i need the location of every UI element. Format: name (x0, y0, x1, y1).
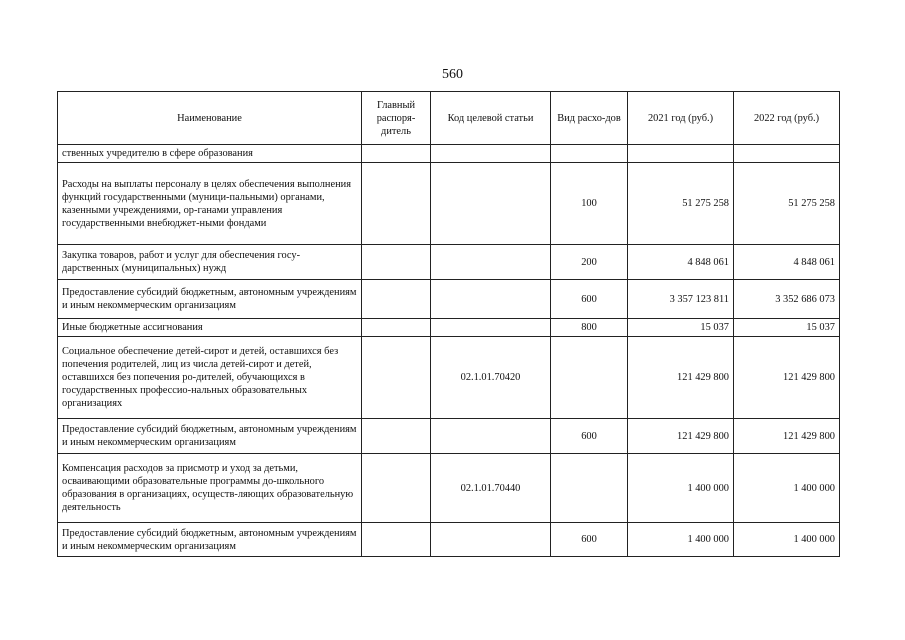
row-name: Иные бюджетные ассигнования (58, 319, 362, 337)
row-main-administrator (362, 454, 431, 523)
page-number: 560 (442, 67, 463, 82)
row-amount-2022: 1 400 000 (734, 454, 840, 523)
table-row (58, 523, 840, 557)
table-row (58, 419, 840, 454)
row-amount-2022: 51 275 258 (734, 163, 840, 245)
row-name: Расходы на выплаты персоналу в целях обеспечения выполнения функций государственными (муници-пальными) органами, казенными учреждениями, ор-ганами управления государственными внебюджет-ными фондами (58, 163, 362, 245)
table-row (58, 319, 840, 337)
header-main-administrator: Главный распоря-дитель (362, 92, 431, 145)
row-expense-type: 600 (551, 419, 628, 454)
table-row (58, 163, 840, 245)
row-expense-type: 600 (551, 523, 628, 557)
row-name: Социальное обеспечение детей-сирот и детей, оставшихся без попечения родителей, лиц из числа детей-сирот и детей, оставшихся без попечения ро-дителей, обучающихся в государственных профессио-нальных образовательных организациях (58, 337, 362, 419)
header-year-2022: 2022 год (руб.) (734, 92, 840, 145)
row-expense-type: 200 (551, 245, 628, 280)
row-target-code (431, 245, 551, 280)
row-amount-2021: 121 429 800 (628, 419, 734, 454)
row-name: Предоставление субсидий бюджетным, автономным учреждениям и иным некоммерческим организациям (58, 523, 362, 557)
row-main-administrator (362, 163, 431, 245)
row-name: ственных учредителю в сфере образования (58, 145, 362, 163)
table-row (58, 454, 840, 523)
header-target-code: Код целевой статьи (431, 92, 551, 145)
row-expense-type: 800 (551, 319, 628, 337)
row-name: Закупка товаров, работ и услуг для обеспечения госу-дарственных (муниципальных) нужд (58, 245, 362, 280)
row-target-code (431, 145, 551, 163)
row-expense-type: 600 (551, 280, 628, 319)
header-expense-type: Вид расхо-дов (551, 92, 628, 145)
budget-table (57, 91, 840, 557)
header-name: Наименование (58, 92, 362, 145)
row-main-administrator (362, 337, 431, 419)
row-amount-2021: 4 848 061 (628, 245, 734, 280)
row-amount-2021: 15 037 (628, 319, 734, 337)
row-main-administrator (362, 523, 431, 557)
row-expense-type: 100 (551, 163, 628, 245)
row-target-code (431, 163, 551, 245)
row-amount-2022: 121 429 800 (734, 419, 840, 454)
row-main-administrator (362, 245, 431, 280)
row-amount-2022: 121 429 800 (734, 337, 840, 419)
row-main-administrator (362, 319, 431, 337)
row-expense-type (551, 454, 628, 523)
row-name: Компенсация расходов за присмотр и уход за детьми, осваивающими образовательные программы до-школьного образования в организациях, осуществ-ляющих образовательную деятельность (58, 454, 362, 523)
row-target-code: 02.1.01.70420 (431, 337, 551, 419)
row-target-code (431, 280, 551, 319)
row-main-administrator (362, 419, 431, 454)
row-target-code: 02.1.01.70440 (431, 454, 551, 523)
row-main-administrator (362, 145, 431, 163)
row-expense-type (551, 337, 628, 419)
header-year-2021: 2021 год (руб.) (628, 92, 734, 145)
row-amount-2022: 1 400 000 (734, 523, 840, 557)
row-amount-2021: 51 275 258 (628, 163, 734, 245)
row-amount-2022 (734, 145, 840, 163)
row-target-code (431, 523, 551, 557)
row-expense-type (551, 145, 628, 163)
row-name: Предоставление субсидий бюджетным, автономным учреждениям и иным некоммерческим организациям (58, 280, 362, 319)
table-row (58, 145, 840, 163)
row-amount-2021: 1 400 000 (628, 454, 734, 523)
row-amount-2021: 121 429 800 (628, 337, 734, 419)
row-name: Предоставление субсидий бюджетным, автономным учреждениям и иным некоммерческим организациям (58, 419, 362, 454)
row-amount-2021: 3 357 123 811 (628, 280, 734, 319)
row-amount-2021 (628, 145, 734, 163)
table-row (58, 245, 840, 280)
row-amount-2021: 1 400 000 (628, 523, 734, 557)
row-target-code (431, 419, 551, 454)
table-header-row (58, 92, 840, 145)
row-amount-2022: 4 848 061 (734, 245, 840, 280)
table-row (58, 280, 840, 319)
row-main-administrator (362, 280, 431, 319)
row-amount-2022: 3 352 686 073 (734, 280, 840, 319)
row-target-code (431, 319, 551, 337)
row-amount-2022: 15 037 (734, 319, 840, 337)
table-row (58, 337, 840, 419)
